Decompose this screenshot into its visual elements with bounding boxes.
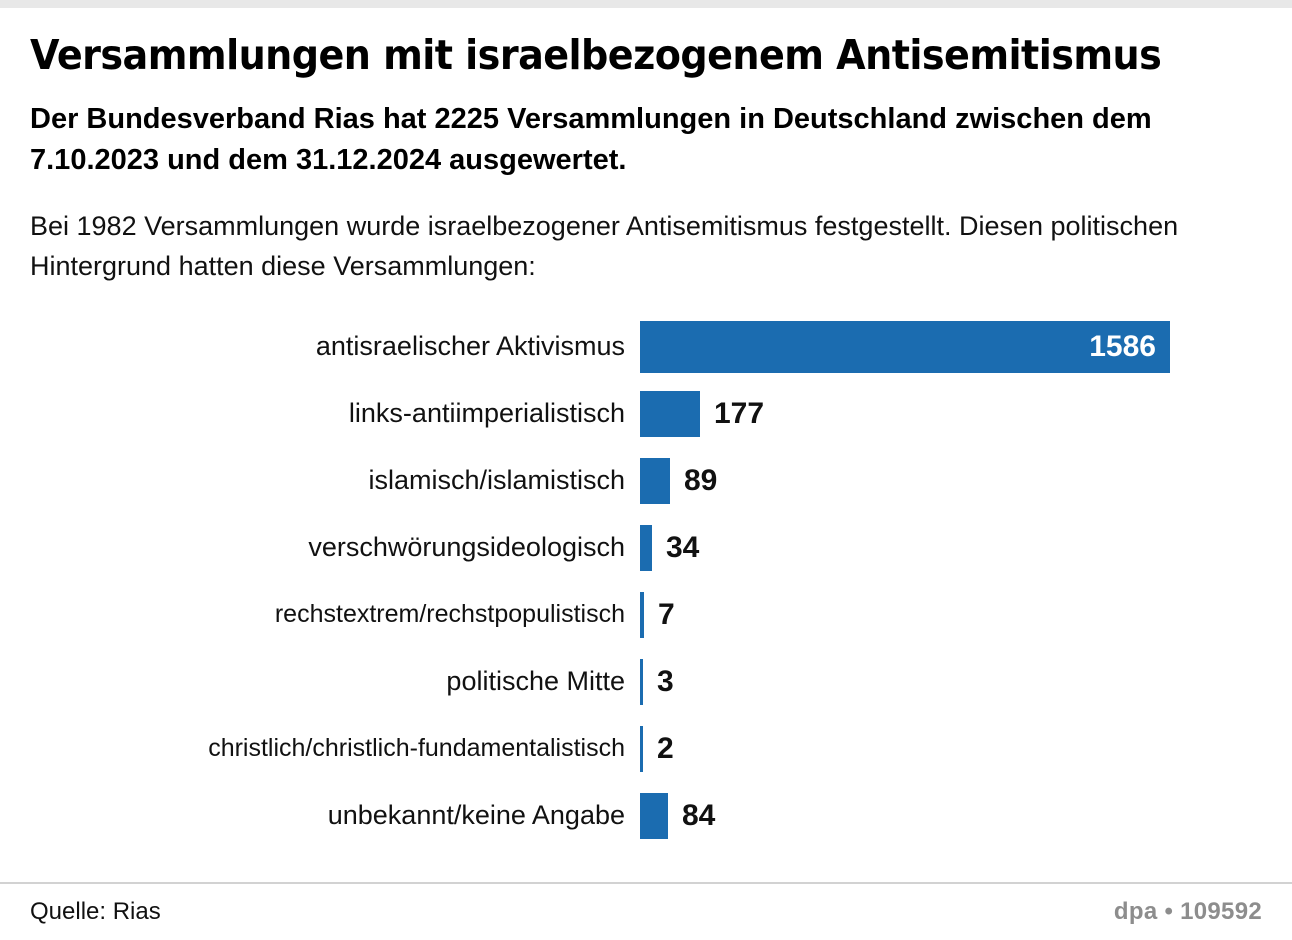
bar-value: 34 bbox=[666, 530, 700, 564]
bar-chart bbox=[30, 313, 1262, 849]
credit-label: dpa • 109592 bbox=[1113, 898, 1262, 925]
bar-area bbox=[640, 648, 1262, 715]
bar-label: islamisch/islamistisch bbox=[368, 465, 625, 496]
bar-label: verschwörungsideologisch bbox=[308, 532, 625, 563]
bar-value: 177 bbox=[714, 396, 765, 430]
chart-row bbox=[30, 648, 1262, 715]
chart-row bbox=[30, 581, 1262, 648]
bar-value: 89 bbox=[684, 463, 718, 497]
bar-label: christlich/christlich-fundamentalistisch bbox=[208, 734, 625, 763]
chart-row bbox=[30, 782, 1262, 849]
bar-area bbox=[640, 715, 1262, 782]
bar-label: antisraelischer Aktivismus bbox=[315, 331, 625, 362]
bar-label: politische Mitte bbox=[446, 666, 625, 697]
bar bbox=[640, 391, 700, 437]
bar-value: 1586 bbox=[1089, 329, 1156, 363]
bar bbox=[640, 793, 668, 839]
bar-area bbox=[640, 447, 1262, 514]
bar-value: 84 bbox=[682, 798, 716, 832]
bar-value: 2 bbox=[657, 731, 674, 765]
bar-area bbox=[640, 581, 1262, 648]
bar bbox=[640, 525, 652, 571]
page-subtitle: Der Bundesverband Rias hat 2225 Versammlungen in Deutschland zwischen dem 7.10.2023 und dem 31.12.2024 ausgewertet. bbox=[30, 103, 1152, 177]
footer bbox=[0, 882, 1292, 940]
bar-label: rechstextrem/rechstpopulistisch bbox=[274, 600, 625, 629]
chart-row bbox=[30, 715, 1262, 782]
page-title: Versammlungen mit israelbezogenem Antisemitismus bbox=[30, 31, 1162, 79]
source-label: Quelle: Rias bbox=[30, 898, 161, 925]
infographic-page bbox=[0, 8, 1292, 882]
bar-area bbox=[640, 313, 1262, 380]
chart-row bbox=[30, 447, 1262, 514]
bar-label: links-antiimperialistisch bbox=[348, 398, 625, 429]
chart-row bbox=[30, 380, 1262, 447]
page-lead-text: Bei 1982 Versammlungen wurde israelbezogener Antisemitismus festgestellt. Diesen politischen Hintergrund hatten diese Versammlungen: bbox=[30, 211, 1179, 282]
bar-label: unbekannt/keine Angabe bbox=[327, 800, 625, 831]
bar-value: 7 bbox=[658, 597, 675, 631]
chart-row bbox=[30, 313, 1262, 380]
bar-value: 3 bbox=[657, 664, 674, 698]
top-rule bbox=[0, 0, 1292, 8]
chart-row bbox=[30, 514, 1262, 581]
bar bbox=[640, 458, 670, 504]
bar bbox=[640, 321, 1170, 373]
bar-area bbox=[640, 380, 1262, 447]
bar-area bbox=[640, 514, 1262, 581]
bar-area bbox=[640, 782, 1262, 849]
